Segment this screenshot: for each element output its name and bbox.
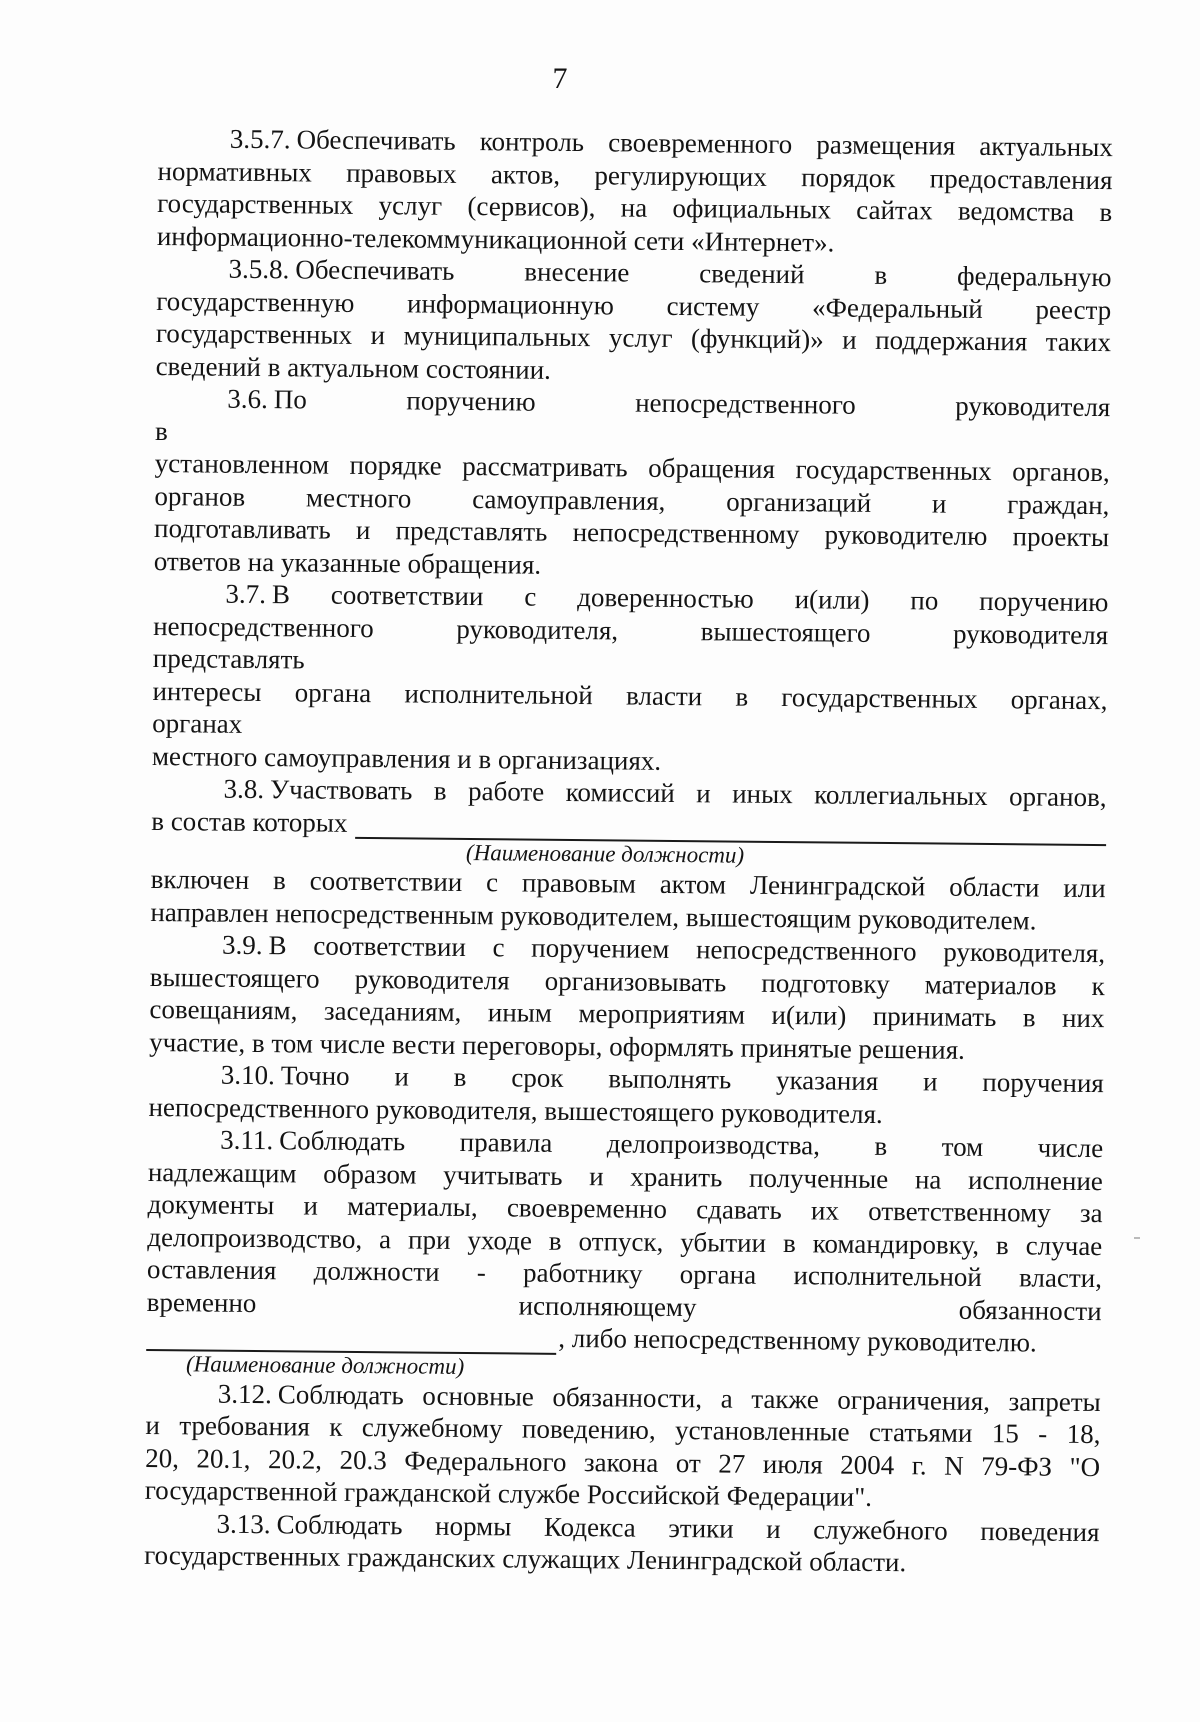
clause-text-line: государственную информационную систему «Федеральный реестр xyxy=(156,285,1112,325)
clause-text-line: в состав которых xyxy=(151,805,348,838)
clause-text-line: направлен непосредственным руководителем, вышестоящим руководителем. xyxy=(150,896,1037,935)
document-body xyxy=(144,122,1113,1581)
clause-text-line: представлять xyxy=(152,642,305,675)
clause-3-7 xyxy=(152,577,1109,781)
clause-text-line: Участвовать в работе комиссий и иных коллегиальных органов, xyxy=(269,774,1107,813)
clause-number: 3.5.7. xyxy=(229,123,291,155)
clause-number: 3.6. xyxy=(227,383,268,415)
clause-number: 3.8. xyxy=(223,773,265,805)
clause-text-line: совещаниям, заседаниям, иным мероприятиям и(или) принимать в них xyxy=(149,993,1105,1034)
clause-3-13 xyxy=(144,1506,1100,1580)
clause-text-line: органов местного самоуправления, организаций и граждан, xyxy=(154,480,1110,520)
clause-text-line: Точно и в срок выполнять указания и поручения xyxy=(280,1060,1104,1099)
clause-text-line: местного самоуправления и в организациях. xyxy=(151,740,662,776)
clause-number: 3.13. xyxy=(216,1508,271,1539)
clause-text-line: установленном порядке рассматривать обращения государственных органов, xyxy=(154,447,1110,488)
clause-text-line: Соблюдать основные обязанности, а также ограничения, запреты xyxy=(277,1378,1101,1417)
scan-artifact xyxy=(1134,1237,1140,1239)
clause-3-9 xyxy=(149,928,1105,1067)
clause-text-line: государственных услуг (сервисов), на официальных сайтах ведомства в xyxy=(157,187,1113,228)
clause-text-line: непосредственного руководителя, вышестоящего руководителя xyxy=(153,610,1109,650)
clause-text-line: В соответствии с доверенностью и(или) по поручению xyxy=(271,579,1109,618)
clause-number: 3.7. xyxy=(225,578,267,610)
clause-3-10 xyxy=(148,1058,1104,1132)
clause-text-line: интересы органа исполнительной власти в государственных органах, xyxy=(152,675,1108,715)
clause-text-line: В соответствии с поручением непосредственного руководителя, xyxy=(268,930,1106,969)
clause-text-line: подготавливать и представлять непосредственному руководителю проекты xyxy=(153,512,1110,553)
clause-text-line: Обеспечивать контроль своевременного размещения актуальных xyxy=(296,124,1113,163)
clause-number: 3.9. xyxy=(221,929,263,961)
clause-text-line: Соблюдать правила делопроизводства, в том числе xyxy=(279,1125,1104,1164)
clause-text-line: По поручению непосредственного руководителя в xyxy=(154,384,1111,446)
clause-text-line: 20, 20.1, 20.2, 20.3 Федерального закона от 27 июля 2004 г. N 79-ФЗ "О xyxy=(145,1442,1101,1482)
clause-text-line: , либо непосредственному руководителю. xyxy=(558,1322,1037,1358)
clause-text-line: непосредственного руководителя, вышестоящего руководителя. xyxy=(148,1091,883,1129)
clause-text-line: государственных гражданских служащих Ленинградской области. xyxy=(144,1539,907,1578)
clause-text-line: Обеспечивать внесение сведений в федеральную xyxy=(295,254,1112,293)
position-caption: (Наименование должности) xyxy=(465,839,745,868)
clause-3-11 xyxy=(146,1123,1103,1386)
clause-3-5-7 xyxy=(157,122,1113,261)
clause-number: 3.10. xyxy=(220,1059,275,1091)
clause-text-line: вышестоящего руководителя организовывать подготовку материалов к xyxy=(149,961,1105,1001)
clause-text-line: включен в соответствии с правовым актом Ленинградской области или xyxy=(150,863,1106,904)
clause-number: 3.5.8. xyxy=(228,253,290,285)
clause-text-line: государственных и муниципальных услуг (функций)» и поддержания таких xyxy=(155,317,1112,358)
clause-text-line: ответов на указанные обращения. xyxy=(153,545,542,580)
clause-text-line: оставления должности - работнику органа исполнительной власти, xyxy=(146,1253,1103,1294)
clause-3-12 xyxy=(145,1376,1101,1515)
clause-number: 3.12. xyxy=(217,1378,272,1409)
clause-text-line: государственной гражданской службе Российской Федерации". xyxy=(144,1474,873,1512)
position-caption: (Наименование должности) xyxy=(185,1350,465,1379)
clause-text-line: делопроизводство, а при уходе в отпуск, убытии в командировку, в случае xyxy=(147,1221,1103,1261)
clause-number: 3.11. xyxy=(220,1124,274,1156)
clause-text-line: нормативных правовых актов, регулирующих порядок предоставления xyxy=(157,155,1113,195)
clause-3-8 xyxy=(150,772,1106,937)
clause-text-line: надлежащим образом учитывать и хранить полученные на исполнение xyxy=(147,1156,1104,1196)
clause-text-line: участие, в том числе вести переговоры, оформлять принятые решения. xyxy=(149,1026,965,1065)
clause-text-line: органах xyxy=(152,707,243,739)
clause-text-line: сведений в актуальном состоянии. xyxy=(155,350,552,385)
clause-text-line: и требования к служебному поведению, установленные статьями 15 - 18, xyxy=(145,1409,1101,1450)
clause-3-6 xyxy=(154,382,1111,586)
clause-text-line: информационно-телекоммуникационной сети «Интернет». xyxy=(156,220,835,257)
clause-text-line: Соблюдать нормы Кодекса этики и служебного поведения xyxy=(276,1508,1100,1547)
clause-text-line: временно исполняющему обязанности xyxy=(146,1286,1102,1326)
clause-3-5-8 xyxy=(156,252,1112,391)
clause-text-line: документы и материалы, своевременно сдавать их ответственному за xyxy=(147,1188,1103,1229)
position-blank xyxy=(146,1326,556,1354)
page-number: 7 xyxy=(552,62,568,95)
